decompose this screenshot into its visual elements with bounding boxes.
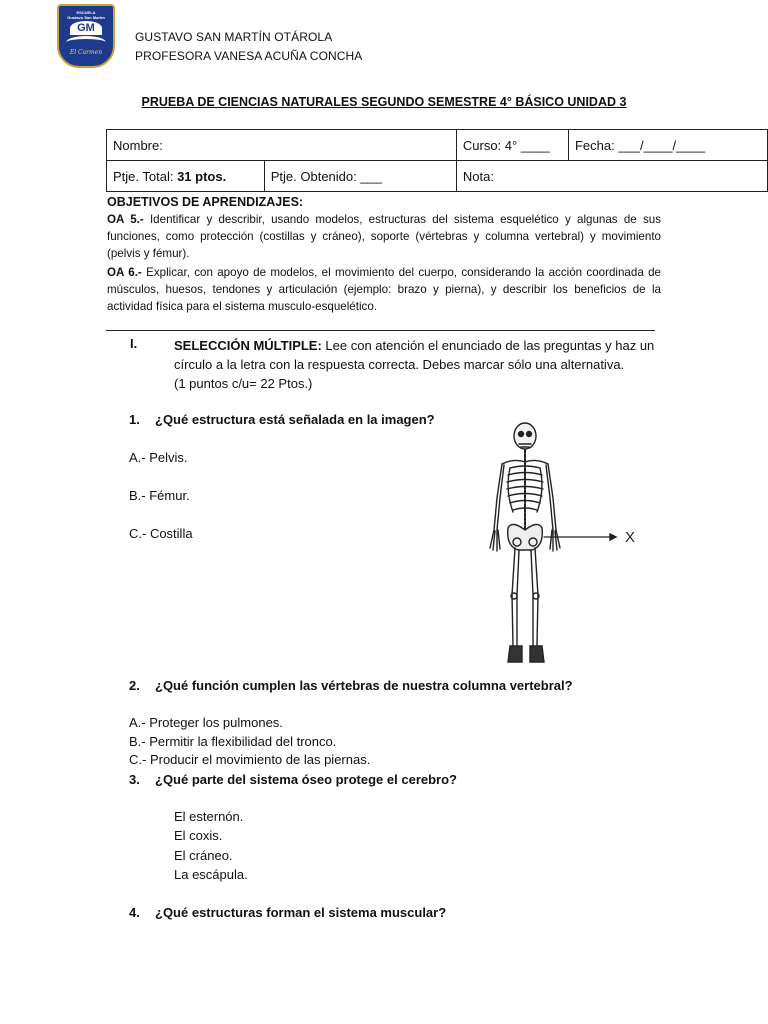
divider xyxy=(106,330,655,331)
section-line3: (1 puntos c/u= 22 Ptos.) xyxy=(174,376,313,391)
logo-arch-icon xyxy=(66,36,106,49)
q3-option-4[interactable]: La escápula. xyxy=(174,867,248,882)
total-score-cell xyxy=(107,161,265,192)
objective-oa5 xyxy=(107,211,661,262)
q1-option-b[interactable]: B.- Fémur. xyxy=(129,488,190,503)
logo-initials: GM xyxy=(70,21,102,35)
teacher-name: PROFESORA VANESA ACUÑA CONCHA xyxy=(135,49,363,63)
q2-option-a[interactable]: A.- Proteger los pulmones. xyxy=(129,715,283,730)
page-title: PRUEBA DE CIENCIAS NATURALES SEGUNDO SEMESTRE 4° BÁSICO UNIDAD 3 xyxy=(141,95,627,109)
question-4 xyxy=(129,905,446,920)
oa5-label: OA 5.- xyxy=(107,213,144,226)
school-name: GUSTAVO SAN MARTÍN OTÁROLA xyxy=(135,30,333,44)
q3-option-2[interactable]: El coxis. xyxy=(174,828,223,843)
question-3-text: ¿Qué parte del sistema óseo protege el cerebro? xyxy=(155,772,457,787)
logo-name-text: Gustavo San Martín xyxy=(67,15,105,20)
total-score-label: Ptje. Total: xyxy=(113,168,178,184)
section-line2: círculo a la letra con la respuesta correcta. Debes marcar sólo una alternativa. xyxy=(174,357,625,372)
q1-option-c[interactable]: C.- Costilla xyxy=(129,526,193,541)
question-2 xyxy=(129,678,573,693)
student-info-table xyxy=(106,129,768,192)
section-roman: I. xyxy=(130,336,138,351)
objective-oa6 xyxy=(107,264,661,315)
question-4-number: 4. xyxy=(129,905,140,920)
question-4-text: ¿Qué estructuras forman el sistema muscular? xyxy=(155,905,447,920)
question-1 xyxy=(129,412,435,427)
logo-top-text: ESCUELA xyxy=(76,10,96,15)
oa6-text: Explicar, con apoyo de modelos, el movimiento del cuerpo, considerando la acción coordinada de músculos, huesos, tendones y articulación (ejemplo: brazo y pierna), y describir los beneficios de la actividad física para el sistema musculo-esquelético. xyxy=(107,266,661,313)
school-logo xyxy=(57,4,115,68)
oa6-label: OA 6.- xyxy=(107,266,142,279)
total-score-value: 31 ptos. xyxy=(177,168,227,184)
q1-option-a[interactable]: A.- Pelvis. xyxy=(129,450,188,465)
course-field[interactable]: Curso: 4° ____ xyxy=(456,130,568,161)
q3-option-1[interactable]: El esternón. xyxy=(174,809,244,824)
q2-option-c[interactable]: C.- Producir el movimiento de las piernas. xyxy=(129,752,371,767)
section-line1: Lee con atención el enunciado de las preguntas y haz un xyxy=(321,338,655,353)
date-field[interactable]: Fecha: ___/____/____ xyxy=(568,130,767,161)
question-2-text: ¿Qué función cumplen las vértebras de nuestra columna vertebral? xyxy=(155,678,573,693)
section-bold: SELECCIÓN MÚLTIPLE: xyxy=(174,338,322,353)
question-1-text: ¿Qué estructura está señalada en la imagen? xyxy=(155,412,435,427)
question-3 xyxy=(129,772,457,787)
question-2-number: 2. xyxy=(129,678,140,693)
question-3-number: 3. xyxy=(129,772,140,787)
objectives-heading: OBJETIVOS DE APRENDIZAJES: xyxy=(107,195,304,209)
section-instructions xyxy=(174,336,674,393)
skeleton-marker-label: X xyxy=(625,529,636,546)
grade-field[interactable]: Nota: xyxy=(456,161,767,192)
q2-option-b[interactable]: B.- Permitir la flexibilidad del tronco. xyxy=(129,734,337,749)
oa5-text: Identificar y describir, usando modelos, estructuras del sistema esquelético y algunas de sus funciones, como protección (costillas y cráneo), soporte (vértebras y columna vertebral) y movimiento (pelvis y fémur). xyxy=(107,213,662,260)
obtained-score-field[interactable]: Ptje. Obtenido: ___ xyxy=(264,161,456,192)
logo-script-text: El Carmen xyxy=(69,49,103,56)
skeleton-image xyxy=(470,420,650,668)
name-field[interactable]: Nombre: xyxy=(107,130,457,161)
q3-option-3[interactable]: El cráneo. xyxy=(174,848,233,863)
question-1-number: 1. xyxy=(129,412,140,427)
